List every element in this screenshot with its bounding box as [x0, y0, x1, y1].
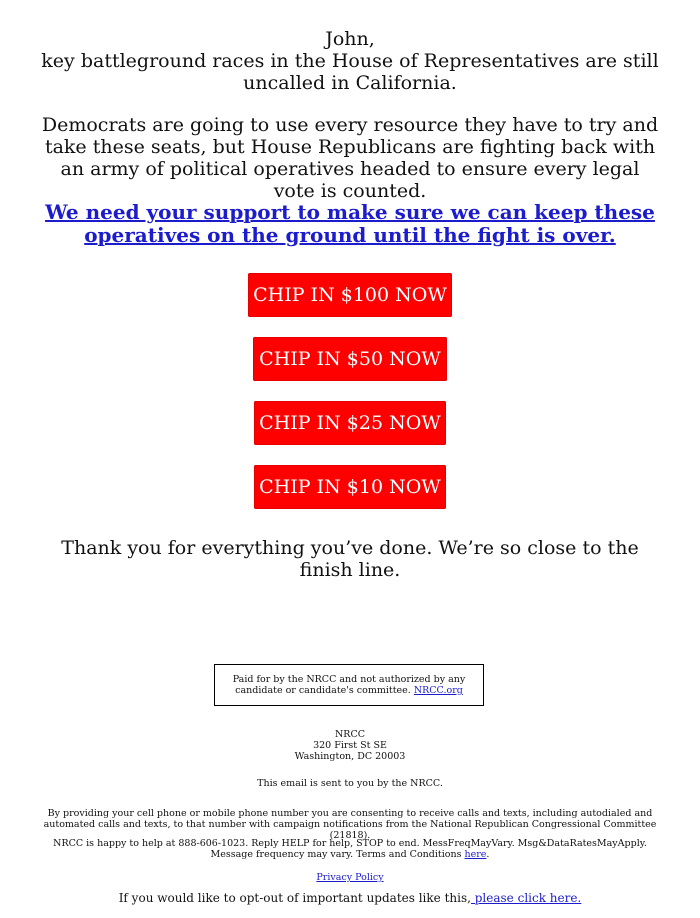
- paid-for-text: Paid for by the NRCC and not authorized by any candidate or candidate's committee.: [232, 674, 466, 696]
- cta-link[interactable]: We need your support to make sure we can keep these operatives on the ground until the fight is over.: [45, 200, 655, 247]
- donate-100-button[interactable]: CHIP IN $100 NOW: [248, 273, 452, 317]
- help-period: .: [486, 849, 490, 860]
- help-text-body: NRCC is happy to help at 888-606-1023. Reply HELP for help, STOP to end. MessFreqMayVary. Msg&DataRatesMayApply. Message frequency may vary. Terms and Conditions: [53, 838, 647, 860]
- body-paragraph: Democrats are going to use every resource they have to try and take these seats, but House Republicans are fighting back with an army of political operatives headed to ensure every legal vote is counted.: [41, 114, 659, 202]
- sent-by-notice: This email is sent to you by the NRCC.: [257, 778, 443, 789]
- paid-for-disclaimer: [214, 664, 484, 706]
- address-org: NRCC: [334, 729, 365, 740]
- donate-50-button[interactable]: CHIP IN $50 NOW: [253, 337, 447, 381]
- privacy-row: [40, 872, 660, 883]
- donate-10-button[interactable]: CHIP IN $10 NOW: [254, 465, 446, 509]
- donate-25-button[interactable]: CHIP IN $25 NOW: [254, 401, 446, 445]
- greeting-name: John,: [325, 28, 375, 50]
- privacy-policy-link[interactable]: Privacy Policy: [316, 872, 384, 883]
- greeting-text: key battleground races in the House of Representatives are still uncalled in California.: [41, 50, 659, 94]
- terms-link[interactable]: here: [464, 849, 487, 860]
- greeting: [40, 28, 660, 94]
- address-city: Washington, DC 20003: [294, 751, 406, 762]
- nrcc-org-link[interactable]: NRCC.org: [413, 685, 463, 696]
- sms-consent-text: By providing your cell phone or mobile phone number you are consenting to receive calls and texts, including autodialed and automated calls and texts, to that number with campaign notifications from the National Republican Congressional Committee (21818).: [43, 808, 657, 841]
- opt-out-row: [40, 891, 660, 905]
- opt-out-link[interactable]: please click here.: [470, 891, 582, 905]
- address-street: 320 First St SE: [313, 740, 387, 751]
- mailing-address: [40, 729, 660, 762]
- help-text: [40, 838, 660, 860]
- thanks-text: Thank you for everything you’ve done. We’re so close to the finish line.: [61, 537, 639, 581]
- cta-paragraph: [40, 201, 660, 247]
- opt-out-text: If you would like to opt-out of important updates like this,: [118, 891, 471, 905]
